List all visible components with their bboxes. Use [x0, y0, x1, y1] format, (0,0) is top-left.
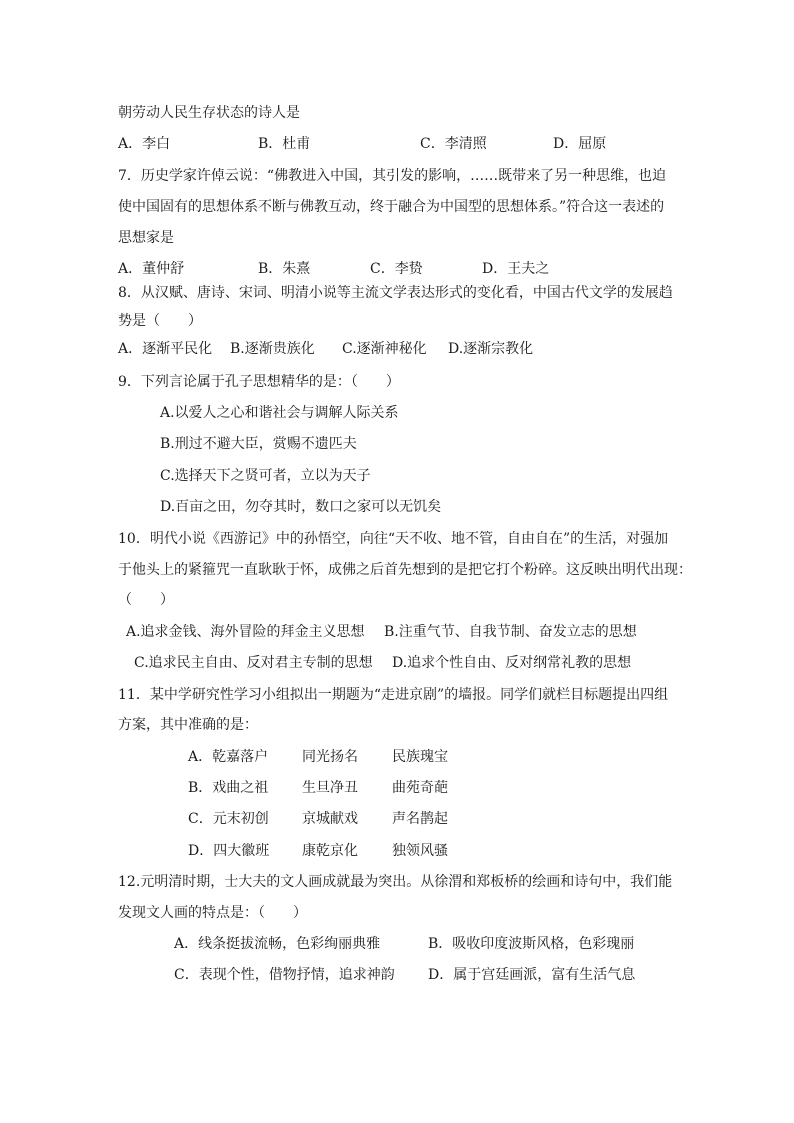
q10-option-c: C.追求民主自由、反对君主专制的思想	[134, 655, 373, 671]
q12-option-d: D．属于宫廷画派，富有生活气息	[428, 967, 636, 983]
q8-line-2: 势是（ ）	[118, 313, 202, 329]
q12-option-c: C．表现个性，借物抒情，追求神韵	[174, 967, 395, 983]
q11-row-b-col-2: 生旦净丑	[302, 780, 358, 796]
q10-option-d: D.追求个性自由、反对纲常礼教的思想	[392, 655, 632, 671]
q11-row-d-col-3: 独领风骚	[392, 843, 448, 859]
q11-row-a-col-3: 民族瑰宝	[392, 749, 448, 765]
q7-option-d: D．王夫之	[482, 261, 550, 277]
q6-option-b: B．杜甫	[258, 136, 311, 152]
q7-line-1: 7．历史学家许倬云说：“佛教进入中国，其引发的影响，……既带来了另一种思维，也迫	[118, 168, 667, 184]
q7-line-3: 思想家是	[118, 230, 174, 246]
q10-line-3: （ ）	[118, 592, 174, 608]
q7-option-c: C．李贽	[370, 261, 423, 277]
q8-line-1: 8．从汉赋、唐诗、宋词、明清小说等主流文学表达形式的变化看，中国古代文学的发展趋	[118, 285, 673, 301]
q6-option-d: D．屈原	[553, 136, 607, 152]
q8-option-a: A．逐渐平民化	[118, 341, 213, 357]
q11-row-d-col-2: 康乾京化	[302, 843, 358, 859]
q11-line-2: 方案，其中准确的是：	[118, 717, 258, 733]
q9-line-1: 9．下列言论属于孔子思想精华的是：（ ）	[118, 374, 400, 390]
q8-option-d: D.逐渐宗教化	[448, 341, 534, 357]
q6-stem-tail: 朝劳动人民生存状态的诗人是	[118, 105, 300, 121]
q11-row-a-col-1: A．乾嘉落户	[188, 749, 269, 765]
q7-line-2: 使中国固有的思想体系不断与佛教互动，终于融合为中国型的思想体系。”符合这一表述的	[118, 199, 665, 215]
q11-row-a-col-2: 同光扬名	[302, 749, 358, 765]
q9-option-a: A.以爱人之心和谐社会与调解人际关系	[160, 405, 399, 421]
q11-row-b-col-1: B．戏曲之祖	[188, 780, 269, 796]
q8-option-b: B.逐渐贵族化	[230, 341, 315, 357]
q12-option-a: A．线条挺拔流畅，色彩绚丽典雅	[174, 936, 381, 952]
q11-row-b-col-3: 曲苑奇葩	[392, 780, 448, 796]
q9-option-c: C.选择天下之贤可者，立以为天子	[160, 468, 371, 484]
q10-option-b: B.注重气节、自我节制、奋发立志的思想	[384, 624, 637, 640]
q11-row-c-col-2: 京城献戏	[302, 811, 358, 827]
q11-row-c-col-3: 声名鹊起	[392, 811, 448, 827]
q10-line-2: 于他头上的紧箍咒一直耿耿于怀，成佛之后首先想到的是把它打个粉碎。这反映出明代出现：	[118, 562, 692, 578]
q6-option-c: C．李清照	[420, 136, 487, 152]
q11-row-d-col-1: D．四大徽班	[188, 843, 270, 859]
q9-option-b: B.刑过不避大臣，赏赐不遗匹夫	[160, 436, 357, 452]
q12-option-b: B．吸收印度波斯风格，色彩瑰丽	[428, 936, 635, 952]
q12-line-1: 12.元明清时期，士大夫的文人画成就最为突出。从徐渭和郑板桥的绘画和诗句中，我们能	[118, 874, 673, 890]
q7-option-a: A．董仲舒	[118, 261, 185, 277]
q10-line-1: 10．明代小说《西游记》中的孙悟空，向往“天不收、地不管，自由自在”的生活，对强加	[118, 531, 669, 547]
q6-option-a: A．李白	[118, 136, 171, 152]
q12-line-2: 发现文人画的特点是：（ ）	[118, 905, 307, 921]
q7-option-b: B．朱熹	[258, 261, 311, 277]
q9-option-d: D.百亩之田，勿夺其时，数口之家可以无饥矣	[160, 499, 442, 515]
q10-option-a: A.追求金钱、海外冒险的拜金主义思想	[126, 624, 365, 640]
q11-row-c-col-1: C．元末初创	[188, 811, 269, 827]
q8-option-c: C.逐渐神秘化	[342, 341, 427, 357]
q11-line-1: 11．某中学研究性学习小组拟出一期题为“走进京剧”的墙报。同学们就栏目标题提出四组	[118, 687, 669, 703]
